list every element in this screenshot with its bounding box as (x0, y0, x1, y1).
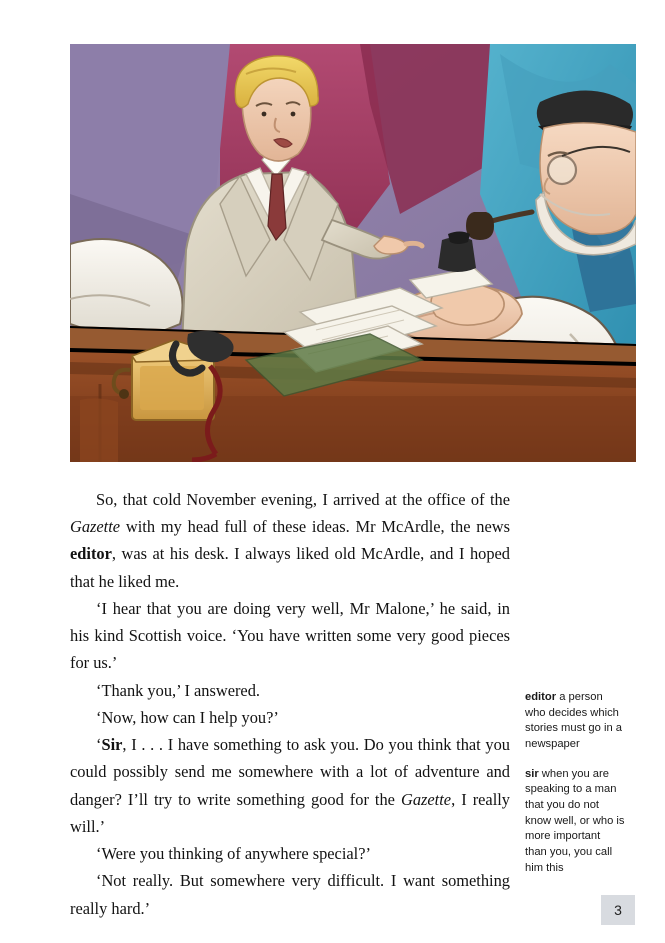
glossary-definition: a person who decides which stories must go in a newspaper (525, 691, 623, 751)
paragraph: ‘Thank you,’ I answered. (96, 680, 260, 700)
paragraph: ‘I hear that you are doing very well, Mr Malone,’ he said, in his kind Scottish voice. ‘You have written some very good pieces for us.’ (70, 598, 510, 673)
glossary-entry (525, 767, 625, 877)
glossary-entry (525, 690, 625, 753)
page-number-label: 3 (614, 902, 622, 918)
paragraph: ‘Not really. But somewhere very difficult. I want something really hard.’ (70, 871, 510, 918)
page-number (601, 895, 635, 925)
paragraph: So, that cold November evening, I arrived at the office of the Gazette with my head full of these ideas. Mr McArdle, the news editor, was at his desk. I always liked old McArdle, and I hoped that he liked me. (70, 490, 510, 591)
glossary-definition: when you are speaking to a man that you do not know well, or who is more important than you, you call him this (525, 767, 625, 874)
paragraph: ‘Sir, I . . . I have something to ask you. Do you think that you could possibly send me somewhere with a lot of adventure and danger? I’ll try to write something good for the Gazette, I really will.’ (70, 735, 511, 836)
paragraph: ‘Now, how can I help you?’ (96, 707, 279, 727)
glossary-term: editor (525, 691, 557, 703)
paragraph: ‘Were you thinking of anywhere special?’ (96, 844, 371, 864)
story-body-text (70, 486, 510, 922)
glossary-sidebar (525, 690, 625, 890)
comic-illustration-newsroom-office (70, 44, 636, 462)
glossary-term: sir (525, 767, 539, 780)
